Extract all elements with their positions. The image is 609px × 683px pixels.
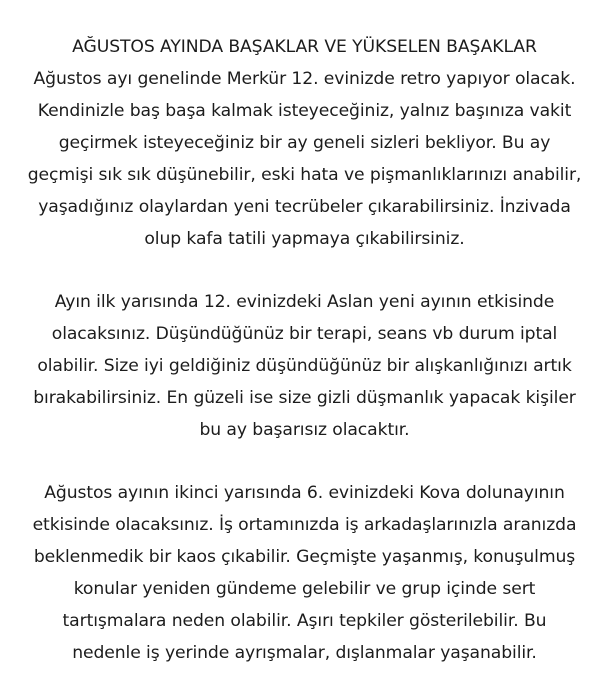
paragraph-line: olup kafa tatili yapmaya çıkabilirsiniz. <box>144 229 465 249</box>
paragraph-line: olabilir. Size iyi geldiğiniz düşündüğünüz bir alışkanlığınızı artık <box>37 356 572 376</box>
paragraph-line: geçmişi sık sık düşünebilir, eski hata ve pişmanlıklarınızı anabilir, <box>27 165 582 185</box>
paragraph-line: olacaksınız. Düşündüğünüz bir terapi, seans vb durum iptal <box>51 324 558 344</box>
article-section-2 <box>14 286 595 446</box>
paragraph-spacer <box>14 255 595 286</box>
paragraph-line: beklenmedik bir kaos çıkabilir. Geçmişte yaşanmış, konuşulmuş <box>33 547 576 567</box>
paragraph-line: konular yeniden gündeme gelebilir ve grup içinde sert <box>73 579 536 599</box>
paragraph-line: tartışmalara neden olabilir. Aşırı tepkiler gösterilebilir. Bu <box>62 611 547 631</box>
paragraph-line: bu ay başarısız olacaktır. <box>199 420 410 440</box>
paragraph-line: bırakabilirsiniz. En güzeli ise size gizli düşmanlık yapacak kişiler <box>33 388 576 408</box>
paragraph-line: Ağustos ayının ikinci yarısında 6. evinizdeki Kova dolunayının <box>44 483 565 503</box>
paragraph-spacer <box>14 446 595 477</box>
paragraph-line: yaşadığınız olaylardan yeni tecrübeler çıkarabilirsiniz. İnzivada <box>38 197 571 217</box>
paragraph-line: geçirmek isteyeceğiniz bir ay geneli sizleri bekliyor. Bu ay <box>58 133 551 153</box>
paragraph-line: etkisinde olacaksınız. İş ortamınızda iş arkadaşlarınızla aranızda <box>32 515 577 535</box>
paragraph-line: nedenle iş yerinde ayrışmalar, dışlanmalar yaşanabilir. <box>72 643 537 663</box>
article-title: AĞUSTOS AYINDA BAŞAKLAR VE YÜKSELEN BAŞAKLAR <box>72 37 537 57</box>
paragraph-line: Ayın ilk yarısında 12. evinizdeki Aslan yeni ayının etkisinde <box>54 292 555 312</box>
article-section-3 <box>14 477 595 669</box>
paragraph-line: Ağustos ayı genelinde Merkür 12. evinizde retro yapıyor olacak. <box>33 69 576 89</box>
article-section-1 <box>14 31 595 255</box>
paragraph-line: Kendinizle baş başa kalmak isteyeceğiniz, yalnız başınıza vakit <box>37 101 572 121</box>
